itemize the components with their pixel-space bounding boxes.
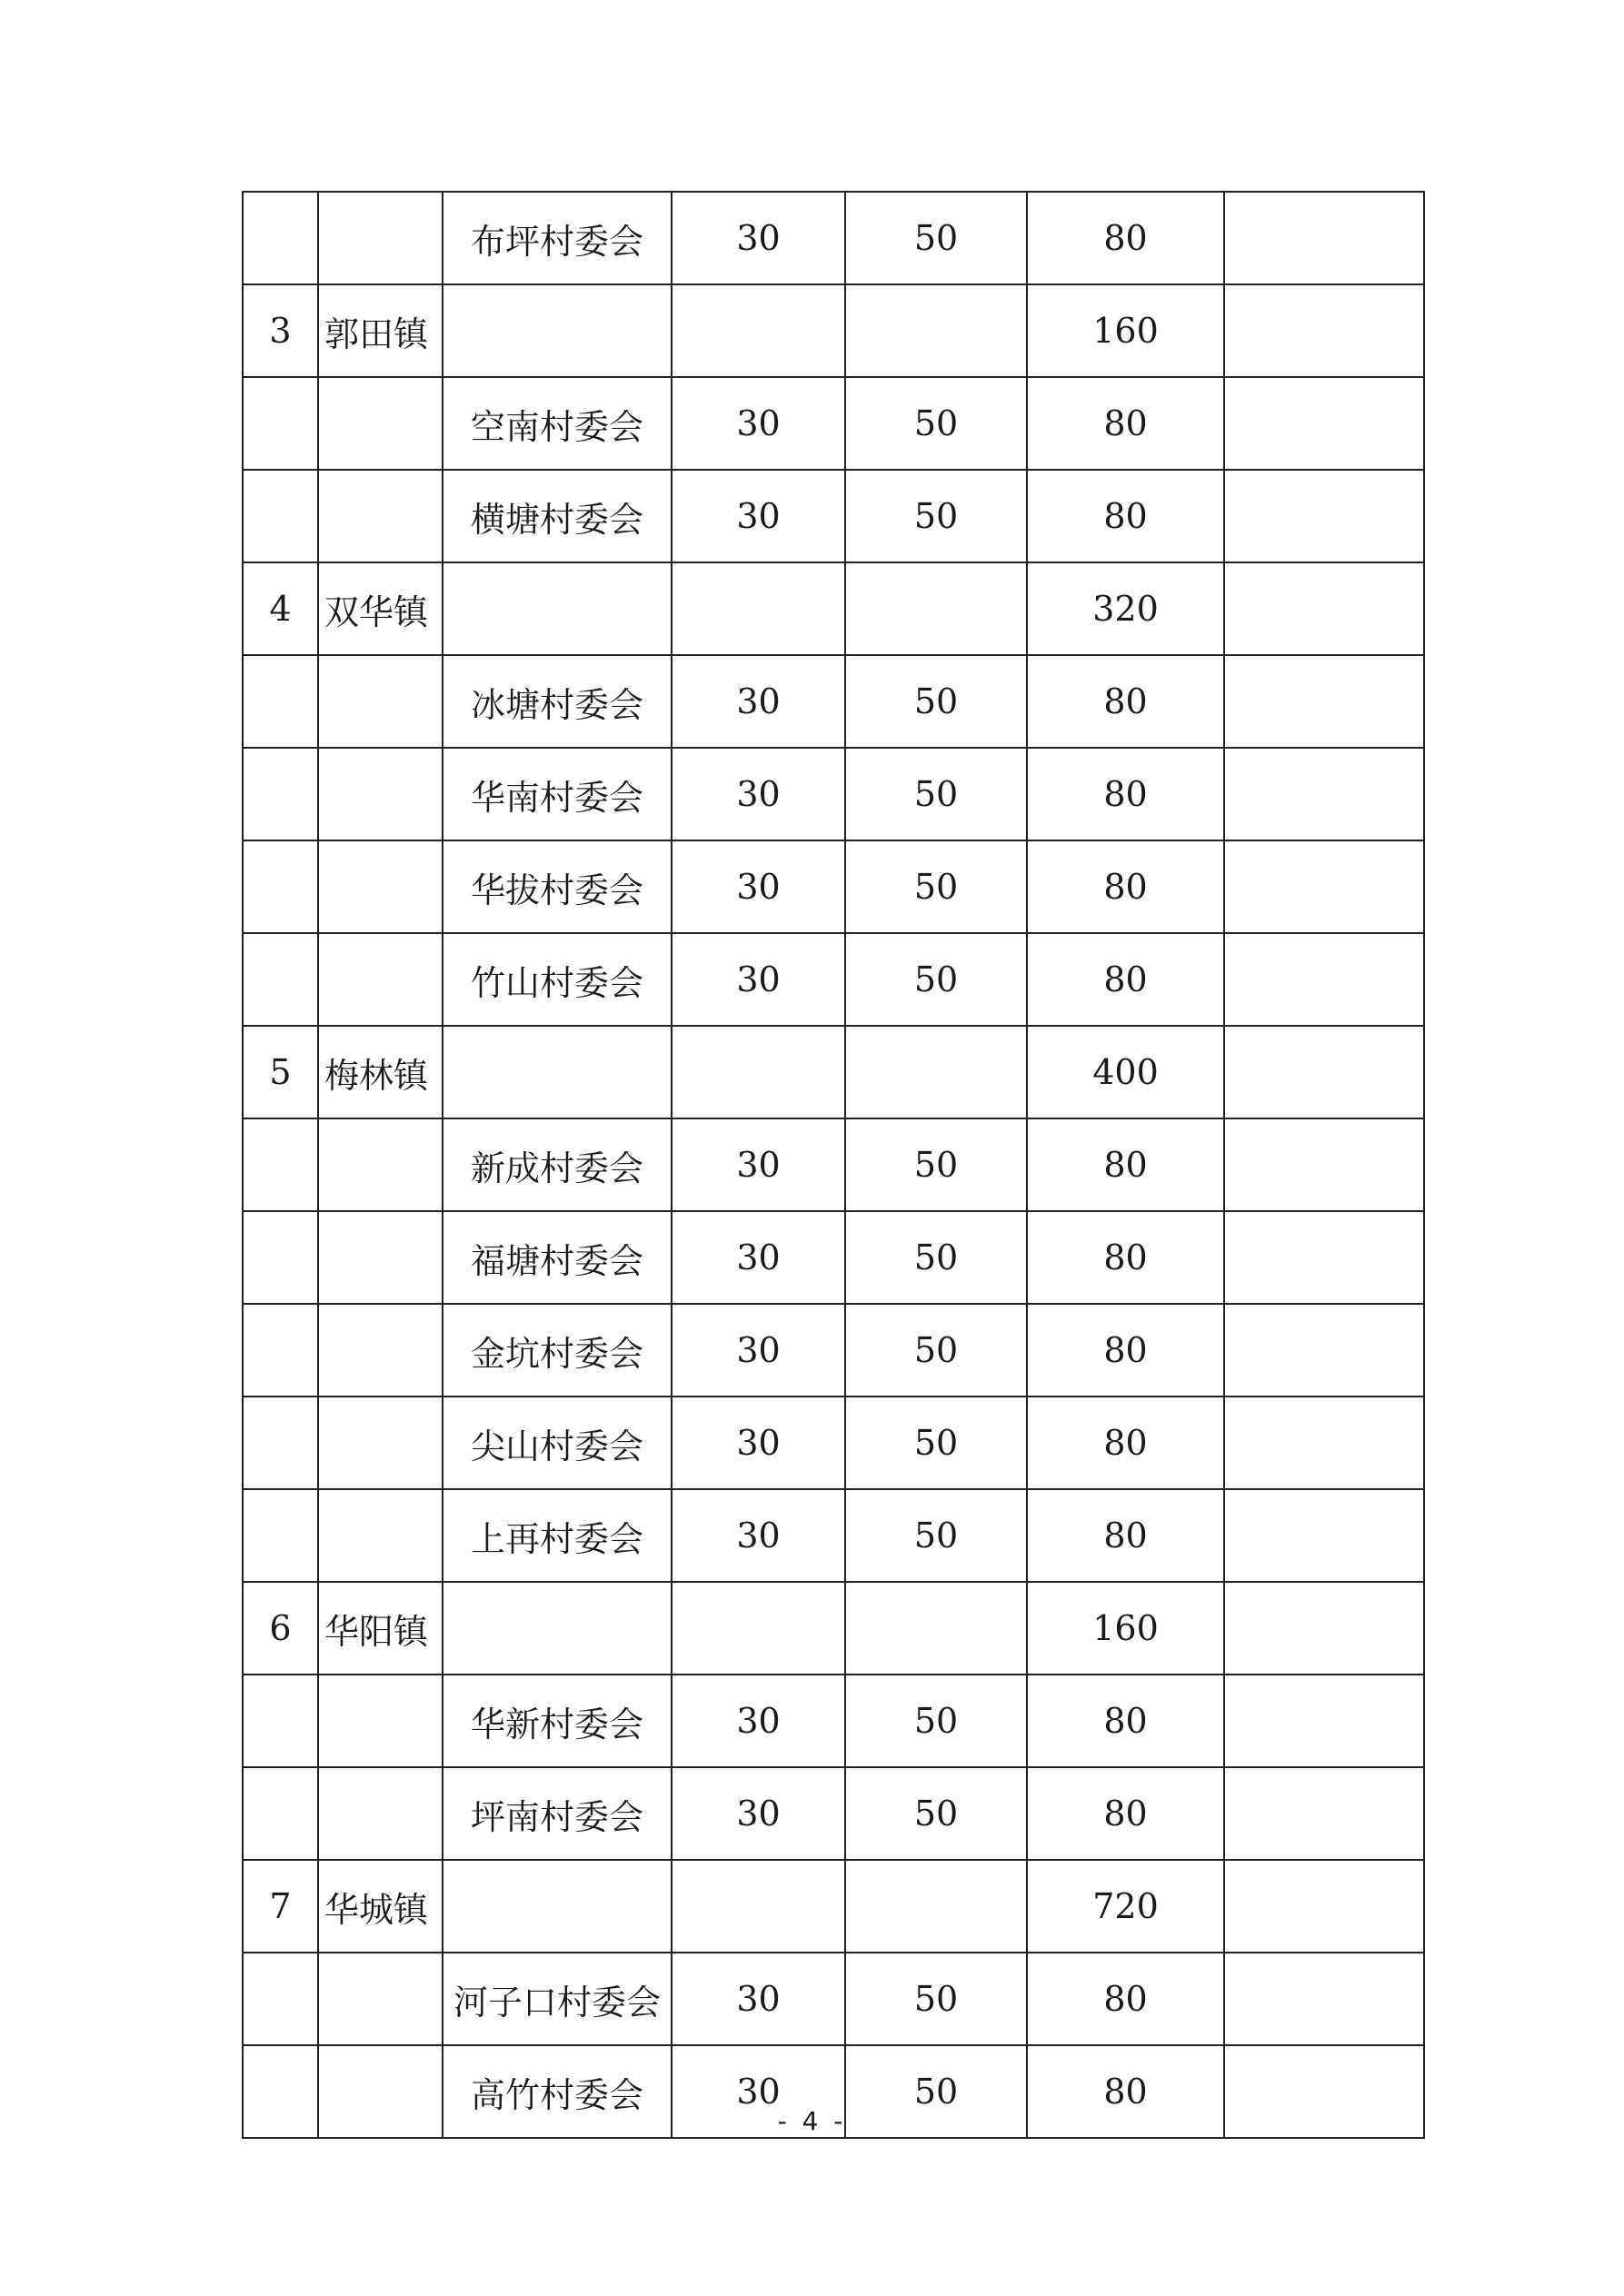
remark-cell <box>1224 1860 1424 1953</box>
amount-total-cell: 80 <box>1027 1304 1224 1396</box>
village-name-cell: 上再村委会 <box>443 1489 672 1582</box>
remark-cell <box>1224 655 1424 748</box>
amount-a-cell: 30 <box>672 655 845 748</box>
remark-cell <box>1224 192 1424 284</box>
amount-total-cell: 320 <box>1027 562 1224 655</box>
village-name-cell: 华南村委会 <box>443 748 672 840</box>
amount-total-cell: 80 <box>1027 1675 1224 1767</box>
village-row <box>243 470 1424 562</box>
amount-total-cell: 80 <box>1027 1767 1224 1860</box>
village-name-cell: 华拔村委会 <box>443 840 672 933</box>
row-index-cell <box>243 748 318 840</box>
village-name-cell: 新成村委会 <box>443 1118 672 1211</box>
row-index-cell: 3 <box>243 284 318 377</box>
amount-total-cell: 80 <box>1027 933 1224 1026</box>
village-name-cell: 空南村委会 <box>443 377 672 470</box>
village-row <box>243 192 1424 284</box>
remark-cell <box>1224 1396 1424 1489</box>
town-name-cell: 华城镇 <box>318 1860 443 1953</box>
village-name-cell: 华新村委会 <box>443 1675 672 1767</box>
remark-cell <box>1224 748 1424 840</box>
page-number: - 4 - <box>777 2106 847 2136</box>
village-row <box>243 1489 1424 1582</box>
amount-b-cell <box>845 562 1027 655</box>
town-name-cell <box>318 748 443 840</box>
village-row <box>243 933 1424 1026</box>
amount-b-cell: 50 <box>845 933 1027 1026</box>
amount-total-cell: 80 <box>1027 748 1224 840</box>
amount-b-cell <box>845 1026 1027 1118</box>
amount-a-cell: 30 <box>672 933 845 1026</box>
amount-a-cell <box>672 1582 845 1675</box>
row-index-cell <box>243 933 318 1026</box>
village-name-cell: 河子口村委会 <box>443 1953 672 2045</box>
village-name-cell <box>443 562 672 655</box>
town-name-cell <box>318 1118 443 1211</box>
row-index-cell: 7 <box>243 1860 318 1953</box>
village-row <box>243 655 1424 748</box>
row-index-cell: 5 <box>243 1026 318 1118</box>
town-name-cell <box>318 1953 443 2045</box>
village-row <box>243 1118 1424 1211</box>
village-name-cell <box>443 1026 672 1118</box>
amount-b-cell: 50 <box>845 748 1027 840</box>
remark-cell <box>1224 284 1424 377</box>
row-index-cell <box>243 840 318 933</box>
village-row <box>243 1953 1424 2045</box>
amount-total-cell: 80 <box>1027 2045 1224 2138</box>
remark-cell <box>1224 1675 1424 1767</box>
amount-total-cell: 80 <box>1027 1489 1224 1582</box>
row-index-cell <box>243 1396 318 1489</box>
row-index-cell <box>243 192 318 284</box>
town-name-cell <box>318 1304 443 1396</box>
village-name-cell: 尖山村委会 <box>443 1396 672 1489</box>
village-row <box>243 1211 1424 1304</box>
amount-total-cell: 400 <box>1027 1026 1224 1118</box>
amount-b-cell: 50 <box>845 1396 1027 1489</box>
amount-total-cell: 720 <box>1027 1860 1224 1953</box>
town-row <box>243 562 1424 655</box>
amount-b-cell: 50 <box>845 840 1027 933</box>
remark-cell <box>1224 1118 1424 1211</box>
town-name-cell <box>318 1489 443 1582</box>
village-name-cell: 坪南村委会 <box>443 1767 672 1860</box>
town-name-cell: 华阳镇 <box>318 1582 443 1675</box>
row-index-cell <box>243 377 318 470</box>
amount-total-cell: 80 <box>1027 377 1224 470</box>
row-index-cell <box>243 1953 318 2045</box>
amount-b-cell: 50 <box>845 192 1027 284</box>
amount-b-cell: 50 <box>845 1953 1027 2045</box>
row-index-cell: 6 <box>243 1582 318 1675</box>
row-index-cell <box>243 1304 318 1396</box>
amount-a-cell: 30 <box>672 1489 845 1582</box>
amount-total-cell: 80 <box>1027 1953 1224 2045</box>
village-row <box>243 1304 1424 1396</box>
village-row <box>243 1396 1424 1489</box>
amount-total-cell: 80 <box>1027 1118 1224 1211</box>
row-index-cell <box>243 1118 318 1211</box>
amount-a-cell: 30 <box>672 1767 845 1860</box>
village-row <box>243 840 1424 933</box>
remark-cell <box>1224 1582 1424 1675</box>
amount-a-cell: 30 <box>672 1396 845 1489</box>
amount-a-cell: 30 <box>672 1953 845 2045</box>
town-name-cell: 双华镇 <box>318 562 443 655</box>
amount-b-cell: 50 <box>845 1211 1027 1304</box>
town-name-cell <box>318 1396 443 1489</box>
village-name-cell <box>443 1582 672 1675</box>
remark-cell <box>1224 933 1424 1026</box>
amount-total-cell: 80 <box>1027 1211 1224 1304</box>
town-name-cell <box>318 377 443 470</box>
row-index-cell <box>243 470 318 562</box>
amount-a-cell: 30 <box>672 470 845 562</box>
amount-total-cell: 160 <box>1027 1582 1224 1675</box>
row-index-cell <box>243 1767 318 1860</box>
village-name-cell: 金坑村委会 <box>443 1304 672 1396</box>
amount-b-cell: 50 <box>845 1304 1027 1396</box>
town-row <box>243 284 1424 377</box>
amount-a-cell: 30 <box>672 1118 845 1211</box>
row-index-cell <box>243 1675 318 1767</box>
remark-cell <box>1224 1304 1424 1396</box>
row-index-cell <box>243 1211 318 1304</box>
town-name-cell <box>318 470 443 562</box>
remark-cell <box>1224 377 1424 470</box>
town-row <box>243 1026 1424 1118</box>
village-row <box>243 1767 1424 1860</box>
amount-a-cell <box>672 562 845 655</box>
town-name-cell <box>318 1767 443 1860</box>
village-name-cell: 高竹村委会 <box>443 2045 672 2138</box>
amount-total-cell: 80 <box>1027 1396 1224 1489</box>
amount-b-cell: 50 <box>845 1118 1027 1211</box>
amount-a-cell: 30 <box>672 840 845 933</box>
row-index-cell <box>243 655 318 748</box>
amount-a-cell: 30 <box>672 192 845 284</box>
amount-b-cell: 50 <box>845 377 1027 470</box>
amount-b-cell: 50 <box>845 2045 1027 2138</box>
village-name-cell: 布坪村委会 <box>443 192 672 284</box>
remark-cell <box>1224 840 1424 933</box>
village-name-cell: 竹山村委会 <box>443 933 672 1026</box>
town-name-cell <box>318 655 443 748</box>
village-row <box>243 377 1424 470</box>
amount-a-cell <box>672 1026 845 1118</box>
town-name-cell: 郭田镇 <box>318 284 443 377</box>
village-row <box>243 1675 1424 1767</box>
amount-b-cell: 50 <box>845 655 1027 748</box>
amount-total-cell: 80 <box>1027 470 1224 562</box>
amount-a-cell: 30 <box>672 377 845 470</box>
town-row <box>243 1860 1424 1953</box>
remark-cell <box>1224 1211 1424 1304</box>
town-name-cell: 梅林镇 <box>318 1026 443 1118</box>
village-name-cell: 福塘村委会 <box>443 1211 672 1304</box>
village-name-cell <box>443 1860 672 1953</box>
remark-cell <box>1224 470 1424 562</box>
amount-a-cell: 30 <box>672 748 845 840</box>
remark-cell <box>1224 1953 1424 2045</box>
amount-total-cell: 80 <box>1027 192 1224 284</box>
amount-b-cell: 50 <box>845 470 1027 562</box>
amount-total-cell: 80 <box>1027 655 1224 748</box>
amount-a-cell <box>672 284 845 377</box>
remark-cell <box>1224 1767 1424 1860</box>
remark-cell <box>1224 562 1424 655</box>
village-name-cell: 横塘村委会 <box>443 470 672 562</box>
town-name-cell <box>318 933 443 1026</box>
amount-b-cell: 50 <box>845 1489 1027 1582</box>
amount-total-cell: 160 <box>1027 284 1224 377</box>
village-name-cell <box>443 284 672 377</box>
row-index-cell: 4 <box>243 562 318 655</box>
amount-b-cell <box>845 1860 1027 1953</box>
town-row <box>243 1582 1424 1675</box>
amount-a-cell: 30 <box>672 1675 845 1767</box>
table-body <box>243 192 1424 2138</box>
amount-b-cell <box>845 284 1027 377</box>
amount-b-cell: 50 <box>845 1675 1027 1767</box>
village-row <box>243 748 1424 840</box>
amount-a-cell: 30 <box>672 1211 845 1304</box>
town-name-cell <box>318 192 443 284</box>
amount-total-cell: 80 <box>1027 840 1224 933</box>
amount-a-cell: 30 <box>672 1304 845 1396</box>
town-name-cell <box>318 840 443 933</box>
village-name-cell: 冰塘村委会 <box>443 655 672 748</box>
town-name-cell <box>318 1211 443 1304</box>
amount-a-cell <box>672 1860 845 1953</box>
amount-b-cell <box>845 1582 1027 1675</box>
amount-b-cell: 50 <box>845 1767 1027 1860</box>
town-name-cell <box>318 1675 443 1767</box>
remark-cell <box>1224 1489 1424 1582</box>
row-index-cell <box>243 1489 318 1582</box>
allocation-table <box>242 191 1425 2139</box>
remark-cell <box>1224 1026 1424 1118</box>
amount-a-cell: 30 <box>672 2045 845 2138</box>
